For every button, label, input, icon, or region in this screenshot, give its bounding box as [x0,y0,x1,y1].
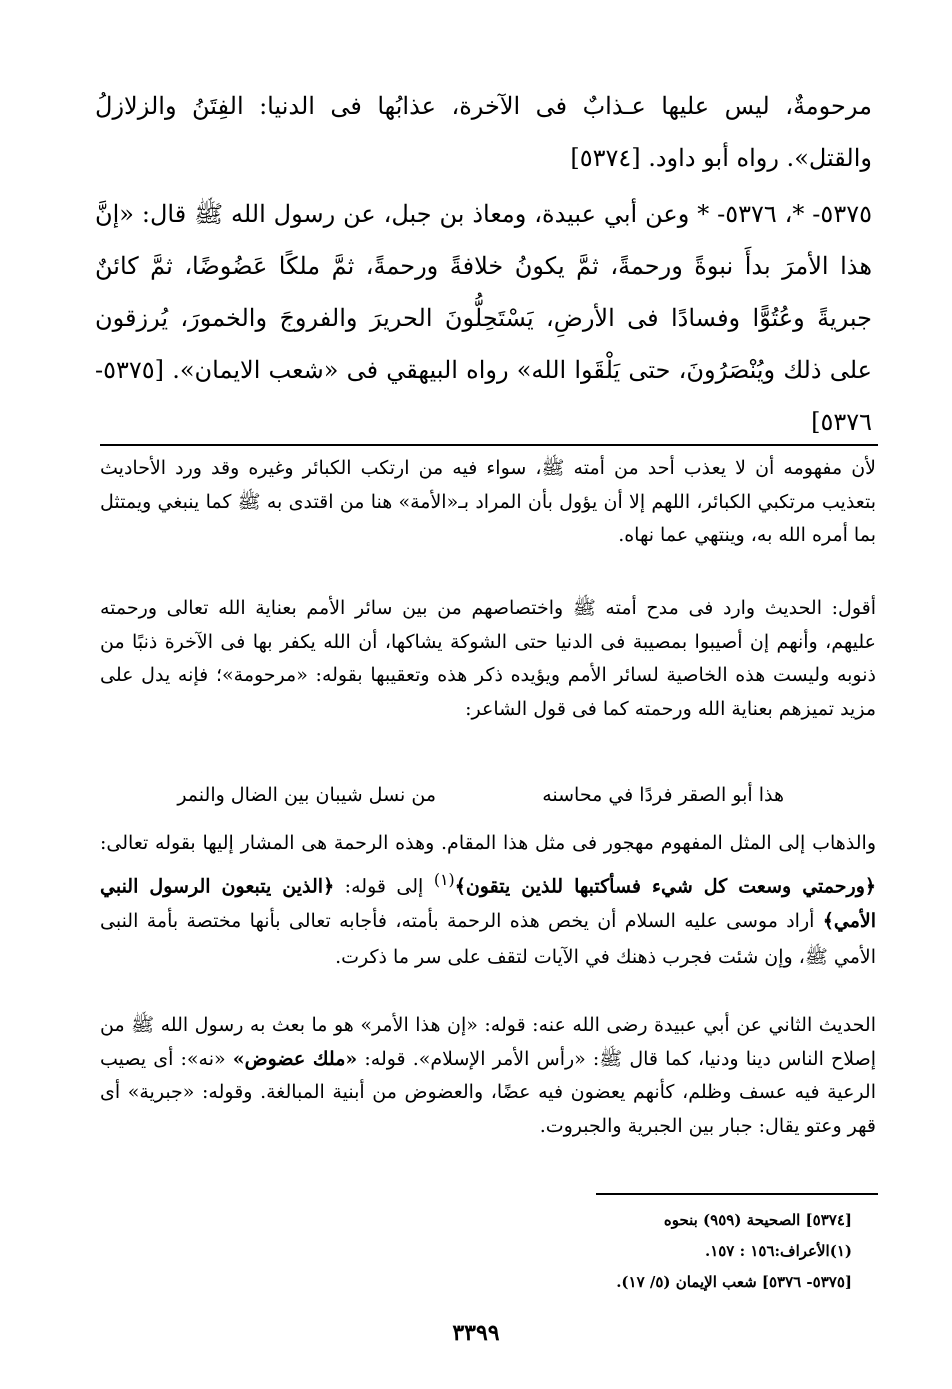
paragraph-text: الحديث الثاني عن أبي عبيدة رضى الله عنه: قوله: «إن هذا الأمر» هو ما بعث به رسول الله ﷺ من إصلاح الناس دينا ودنيا، كما قال ﷺ: «رأس الأمر الإسلام». قوله: [100,1014,876,1070]
commentary-paragraph-4 [100,1009,876,1143]
footnote-divider [596,1193,878,1195]
commentary-paragraph-3 [100,826,876,975]
bold-phrase: «ملك عضوض» [232,1047,358,1070]
paragraph-text: والذهاب إلى المثل المفهوم مهجور فى مثل هذا المقام. وهذه الرحمة هى المشار إليها بقوله تعالى: [100,832,876,854]
footnote-1: (١)الأعراف:١٥٦ : ١٥٧. [704,1242,852,1260]
poetry-verse [100,778,876,812]
paragraph-text: «نه»: أى يصيب الرعية فيه عسف وظلم، كأنهم يعضون فيه عضًا، والعضوض من أبنية المبالغة. وقوله: «جبرية» أى قهر وعتو يقال: جبار بين الجبرية والجبروت. [100,1047,876,1137]
quran-quote-2: ﴿الذين يتبعون الرسول النبي الأمي﴾ [100,874,876,933]
page-number: ٣٣٩٩ [452,1320,500,1346]
verse-first-hemistich: هذا أبو الصقر فردًا في محاسنه [542,784,784,806]
text-commentary-divider [100,444,878,446]
footnotes [400,1205,852,1298]
footnote-ref-1: (١) [433,869,455,889]
footnote-5374: [٥٣٧٤] الصحيحة (٩٥٩) بنحوه [663,1211,852,1229]
paragraph-text: أراد موسى عليه السلام أن يخص هذه الرحمة بأمته، فأجابه تعالى بأنها مختصة بأمة النبى الأمي ﷺ، وإن شئت فجرب ذهنك في الآيات لتقف على سر ما ذكرت. [100,910,876,968]
footnote-5375-5376: [٥٣٧٥- ٥٣٧٦] شعب الإيمان (٥/ ١٧). [616,1273,852,1291]
verse-second-hemistich: من نسل شيبان بين الضال والنمر [177,784,436,806]
hadith-5374-ending: مرحومةٌ، ليس عليها عـذابٌ فى الآخرة، عذابُها فى الدنيا: الفِتَنُ والزلازلُ والقتل». رواه أبو داود. [٥٣٧٤] [95,92,872,172]
paragraph-text: إلى قوله: [334,874,434,897]
commentary-paragraph-1: لأن مفهومه أن لا يعذب أحد من أمته ﷺ، سواء فيه من ارتكب الكبائر وغيره وقد ورد الأحاديث بتعذيب مرتكبي الكبائر، اللهم إلا أن يؤول بأن المراد بـ«الأمة» هنا من اقتدى به ﷺ كما ينبغي ويمتثل بما أمره الله به، وينتهي عما نهاه. [100,457,876,546]
quran-quote-1: ﴿ورحمتي وسعت كل شيء فسأكتبها للذين يتقون﴾ [454,874,877,897]
commentary-paragraph-2: أقول: الحديث وارد فى مدح أمته ﷺ واختصاصهم من بين سائر الأمم بعناية الله تعالى ورحمته عليهم، وأنهم إن أصيبوا بمصيبة فى الدنيا حتى الشوكة يشاكها، أن الله يكفر بها فى الآخرة ذنبًا من ذنوبه وليست هذه الخاصية لسائر الأمم ويؤيده ذكر هذه وتعقيبها بقوله: «مرحومة»؛ فإنه يدل على مزيد تميزهم بعناية الله ورحمته كما فى قول الشاعر: [100,597,876,720]
hadith-5375-5376: ٥٣٧٥- *، ٥٣٧٦- * وعن أبي عبيدة، ومعاذ بن جبل، عن رسول الله ﷺ قال: «إنَّ هذا الأمرَ بدأَ نبوةً ورحمةً، ثمَّ يكونُ خلافةً ورحمةً، ثمَّ ملكًا عَضُوضًا، ثمَّ كائنٌ جبريةً وعُتُوًّا وفسادًا فى الأرضِ، يَسْتَحِلُّونَ الحريرَ والفروجَ والخمورَ، يُرزقون على ذلك ويُنْصَرُونَ، حتى يَلْقَوا الله» رواه البيهقي فى «شعب الايمان». [٥٣٧٥- ٥٣٧٦] [95,200,872,436]
